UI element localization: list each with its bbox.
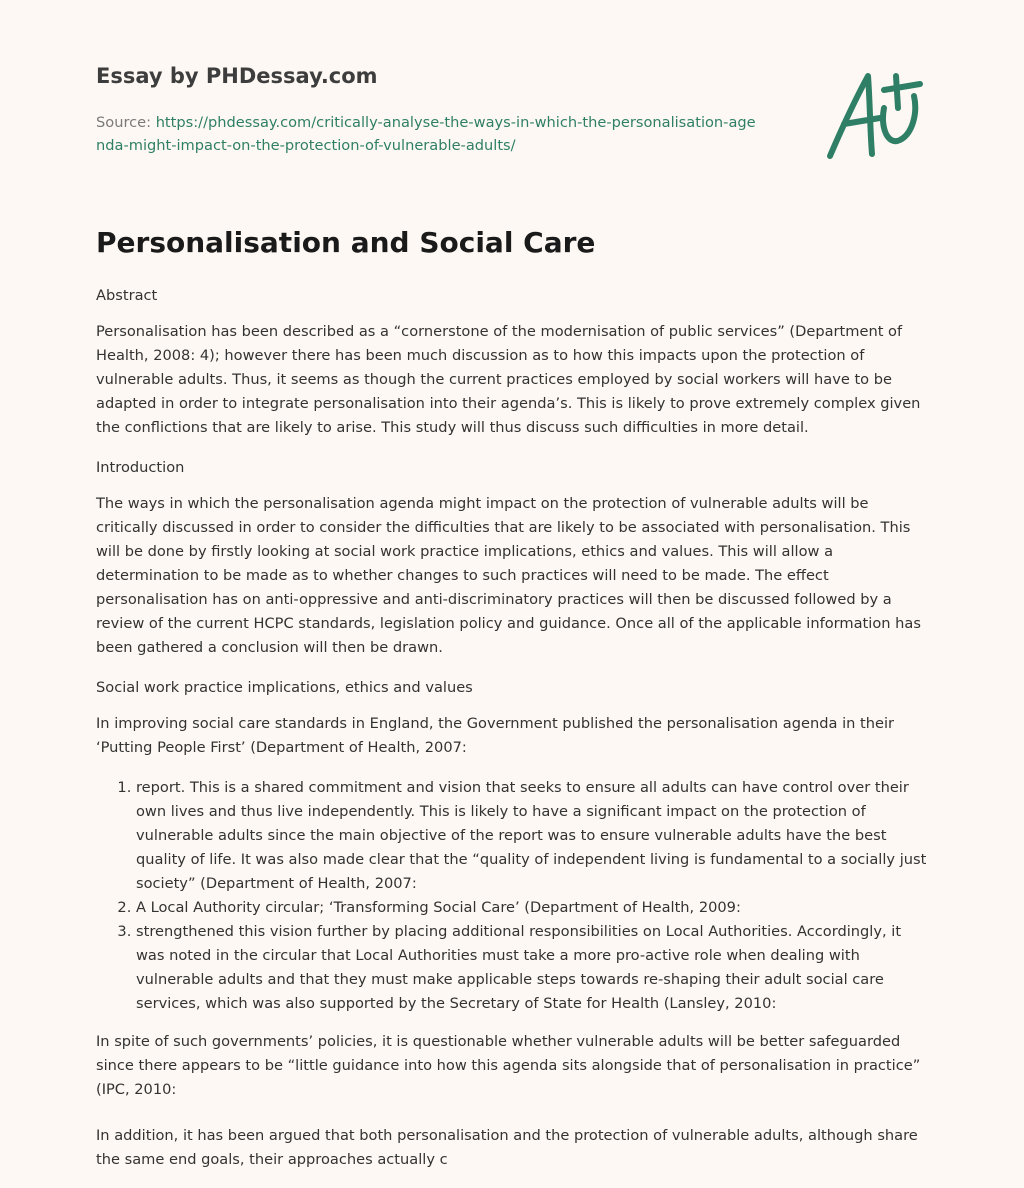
abstract-paragraph: Personalisation has been described as a “cornerstone of the modernisation of public services” (Department of Health, 2008: 4); however there has been much discussion as to how this impacts upon the protection of vulnerable adults. Thus, it seems as though the current practices employed by social workers will have to be adapted in order to integrate personalisation into their agenda’s. This is likely to prove extremely complex given the conflictions that are likely to arise. This study will thus discuss such difficulties in more detail. [96,323,921,436]
list-item: 1. report. This is a shared commitment and vision that seeks to ensure all adults can have control over their own lives and thus live independently. This is likely to have a significant impact on the protection of vulnerable adults since the main objective of the report was to ensure vulnerable adults have the best quality of life. It was also made clear that the “quality of independent living is fundamental to a socially just society” (Department of Health, 2007: [136,776,928,896]
addition-paragraph: In addition, it has been argued that both personalisation and the protection of vulnerable adults, although share the same end goals, their approaches actually c [96,1127,918,1168]
list-item: 3. strengthened this vision further by placing additional responsibilities on Local Authorities. Accordingly, it was noted in the circular that Local Authorities must take a more pro-active role when dealing with vulnerable adults and that they must make applicable steps towards re-shaping their adult social care services, which was also supported by the Secretary of State for Health (Lansley, 2010: [136,920,928,1016]
article-title: Personalisation and Social Care [96,226,596,259]
abstract-heading: Abstract [96,287,158,304]
spite-paragraph: In spite of such governments’ policies, it is questionable whether vulnerable adults will be better safeguarded since there appears to be “little guidance into how this agenda sits alongside that of personalisation in practice” (IPC, 2010: [96,1033,921,1098]
source-label: Source: [96,114,152,131]
article-body [96,284,928,1188]
source-line [96,111,756,157]
list-item: 2. A Local Authority circular; ‘Transforming Social Care’ (Department of Health, 2009: [136,896,928,920]
practice-heading: Social work practice implications, ethics and values [96,679,473,696]
site-brand: Essay by PHDessay.com [96,64,378,88]
source-link[interactable]: https://phdessay.com/critically-analyse-the-ways-in-which-the-personalisation-agenda-might-impact-on-the-protection-of-vulnerable-adults/ [96,114,756,154]
a-plus-logo-icon [824,68,926,164]
numbered-list [96,776,928,1016]
introduction-heading: Introduction [96,459,185,476]
practice-paragraph: In improving social care standards in England, the Government published the personalisation agenda in their ‘Putting People First’ (Department of Health, 2007: [96,715,895,756]
introduction-paragraph: The ways in which the personalisation agenda might impact on the protection of vulnerable adults will be critically discussed in order to consider the difficulties that are likely to be associated with personalisation. This will be done by firstly looking at social work practice implications, ethics and values. This will allow a determination to be made as to whether changes to such practices will need to be made. The effect personalisation has on anti-oppressive and anti-discriminatory practices will then be discussed followed by a review of the current HCPC standards, legislation policy and guidance. Once all of the applicable information has been gathered a conclusion will then be drawn. [96,495,921,656]
